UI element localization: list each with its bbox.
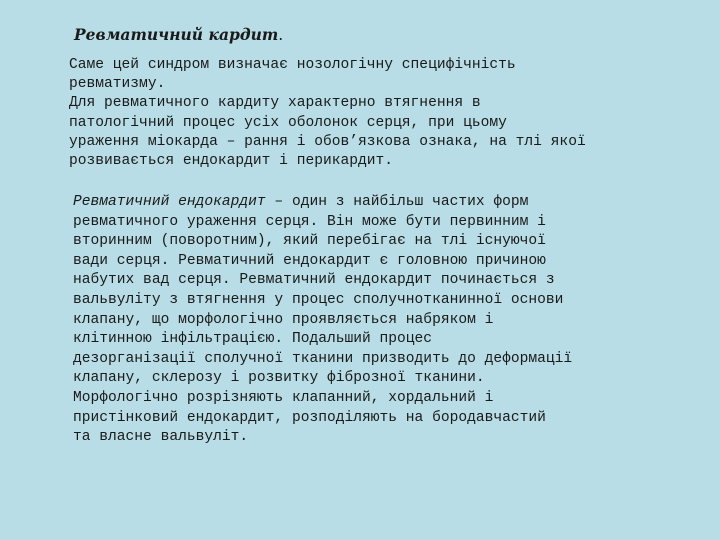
paragraph-syndrome [69, 56, 586, 171]
paragraph-line: ревматичного ураження серця. Він може бути первинним і [73, 213, 546, 230]
slide-title [74, 24, 283, 46]
paragraph-line: клапану, склерозу і розвитку фіброзної тканини. [73, 370, 485, 387]
paragraph-line: вторинним (поворотним), який перебігає на тлі існуючої [73, 233, 546, 250]
paragraph-line: Морфологічно розрізняють клапанний, хордальний і [73, 389, 494, 406]
paragraph-line: вальвуліту з втягнення у процес сполучнотканинної основи [73, 291, 564, 308]
lead-rest: – один з найбільш частих форм [265, 194, 529, 210]
paragraph-line: набутих вад серця. Ревматичний ендокардит починається з [73, 272, 555, 289]
paragraph-line: пристінковий ендокардит, розподіляють на бородавчастий [73, 409, 546, 426]
paragraph-line: дезорганізації сполучної тканини призводить до деформації [73, 350, 573, 367]
paragraph-line: вади серця. Ревматичний ендокардит є головною причиною [73, 252, 546, 269]
paragraph-lead-line [73, 193, 543, 213]
paragraph-line: та власне вальвуліт. [73, 429, 249, 446]
slide-title-period: . [278, 26, 284, 44]
paragraph-line: клітинною інфільтрацією. Подальший процес [73, 331, 433, 348]
term-endocarditis: Ревматичний ендокардит [73, 194, 266, 210]
paragraph-line: клапану, що морфологічно проявляється набряком і [73, 311, 494, 328]
paragraph-line: патологічний процес усіх оболонок серця, при цьому [69, 114, 507, 131]
paragraph-line: Для ревматичного кардиту характерно втягнення в [69, 95, 481, 112]
paragraph-line: розвивається ендокардит і перикардит. [69, 153, 394, 170]
paragraph-line: ревматизму. [69, 76, 166, 93]
slide-title-text: Ревматичний кардит [74, 25, 279, 44]
paragraph-endocarditis [73, 193, 573, 448]
paragraph-line: ураження міокарда – рання і обов’язкова ознака, на тлі якої [69, 133, 586, 150]
paragraph-line: Саме цей синдром визначає нозологічну специфічність [69, 57, 516, 73]
